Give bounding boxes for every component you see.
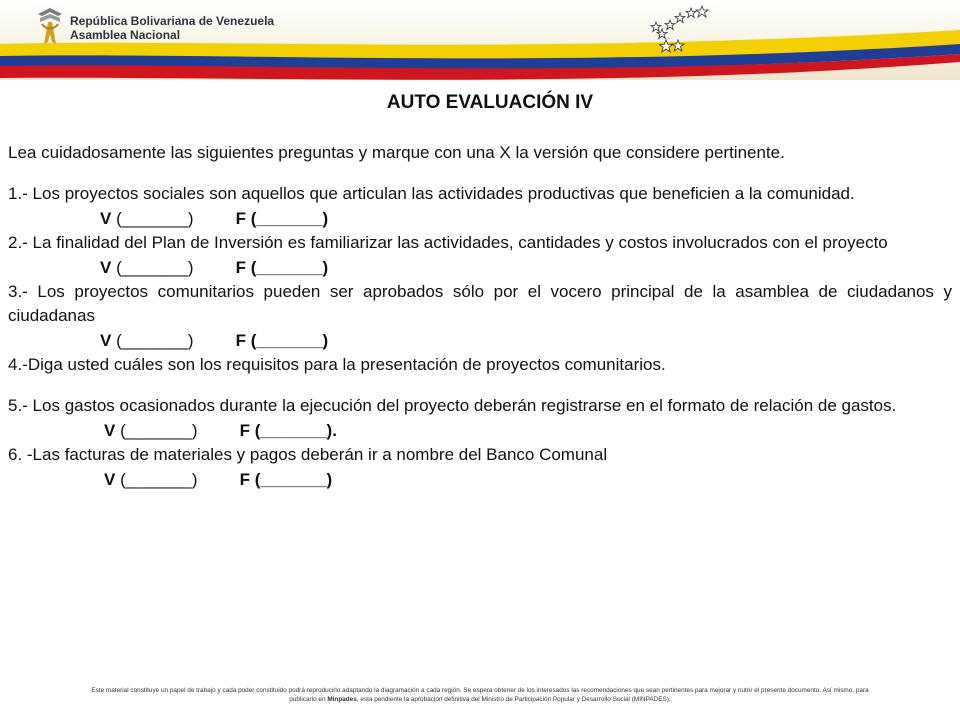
institution-line-2: Asamblea Nacional [70, 28, 181, 42]
header-banner [0, 0, 960, 80]
question-4: 4.-Diga usted cuáles son los requisitos para la presentación de proyectos comunitarios. [8, 355, 666, 374]
true-label: V [104, 470, 116, 489]
eight-stars-icon [640, 0, 720, 60]
instructions: Lea cuidadosamente las siguientes preguntas y marque con una X la versión que considere pertinente. [8, 143, 785, 162]
true-label: V [100, 258, 112, 277]
answer-row-2 [8, 255, 952, 280]
footer-line-1: Este material constituye un papel de trabajo y cada poder constituido podrá reproducirlo adaptando la diagramación a cada región. Se espera obtener de los interesados las recomendaciones que sean pertinentes para mejorar y nutrir el presente documento. Así mismo, para [91, 687, 869, 694]
question-2: 2.- La finalidad del Plan de Inversión es familiarizar las actividades, cantidades y costos involucrados con el proyecto [8, 233, 888, 252]
question-6: 6. -Las facturas de materiales y pagos deberán ir a nombre del Banco Comunal [8, 445, 608, 464]
false-label: F [235, 258, 246, 277]
footer-note [8, 686, 952, 704]
answer-row-3 [8, 328, 952, 353]
footer-line-2-bold: Minpades [327, 696, 357, 703]
true-label: V [104, 421, 116, 440]
true-label: V [100, 331, 112, 350]
question-3: 3.- Los proyectos comunitarios pueden ser aprobados sólo por el vocero principal de la asamblea de ciudadanos y ciudadanas [8, 282, 952, 325]
answer-row-6 [8, 467, 952, 492]
false-label: F [235, 209, 246, 228]
answer-space [8, 377, 952, 394]
false-label: F [239, 470, 250, 489]
question-1: 1.- Los proyectos sociales son aquellos que articulan las actividades productivas que beneficien a la comunidad. [8, 184, 855, 203]
institution-name [70, 14, 274, 42]
false-blank: (_______). [254, 421, 337, 440]
false-label: F [235, 331, 246, 350]
footer-line-2 [8, 695, 952, 704]
true-blank: (_______) [116, 209, 194, 228]
true-label: V [100, 209, 112, 228]
true-blank: (_______) [116, 258, 194, 277]
footer-line-2-post: , esta pendiente la aprobación definitiva del Ministro de Participación Popular y Desarrollo Social (MINPADES). [356, 696, 671, 703]
false-blank: (_______) [250, 209, 329, 228]
institution-line-1: República Bolivariana de Venezuela [70, 14, 275, 28]
false-blank: (_______) [254, 470, 333, 489]
true-blank: (_______) [120, 470, 198, 489]
national-assembly-logo-icon [34, 6, 66, 46]
false-blank: (_______) [250, 331, 329, 350]
page-title: AUTO EVALUACIÓN IV [386, 92, 594, 113]
answer-row-5 [8, 418, 952, 443]
question-5: 5.- Los gastos ocasionados durante la ejecución del proyecto deberán registrarse en el formato de relación de gastos. [8, 396, 897, 415]
footer-line-2-pre: publicarlo en [289, 696, 328, 703]
true-blank: (_______) [116, 331, 194, 350]
true-blank: (_______) [120, 421, 198, 440]
answer-row-1 [8, 206, 952, 231]
false-blank: (_______) [250, 258, 329, 277]
false-label: F [239, 421, 250, 440]
document-body [8, 92, 952, 492]
